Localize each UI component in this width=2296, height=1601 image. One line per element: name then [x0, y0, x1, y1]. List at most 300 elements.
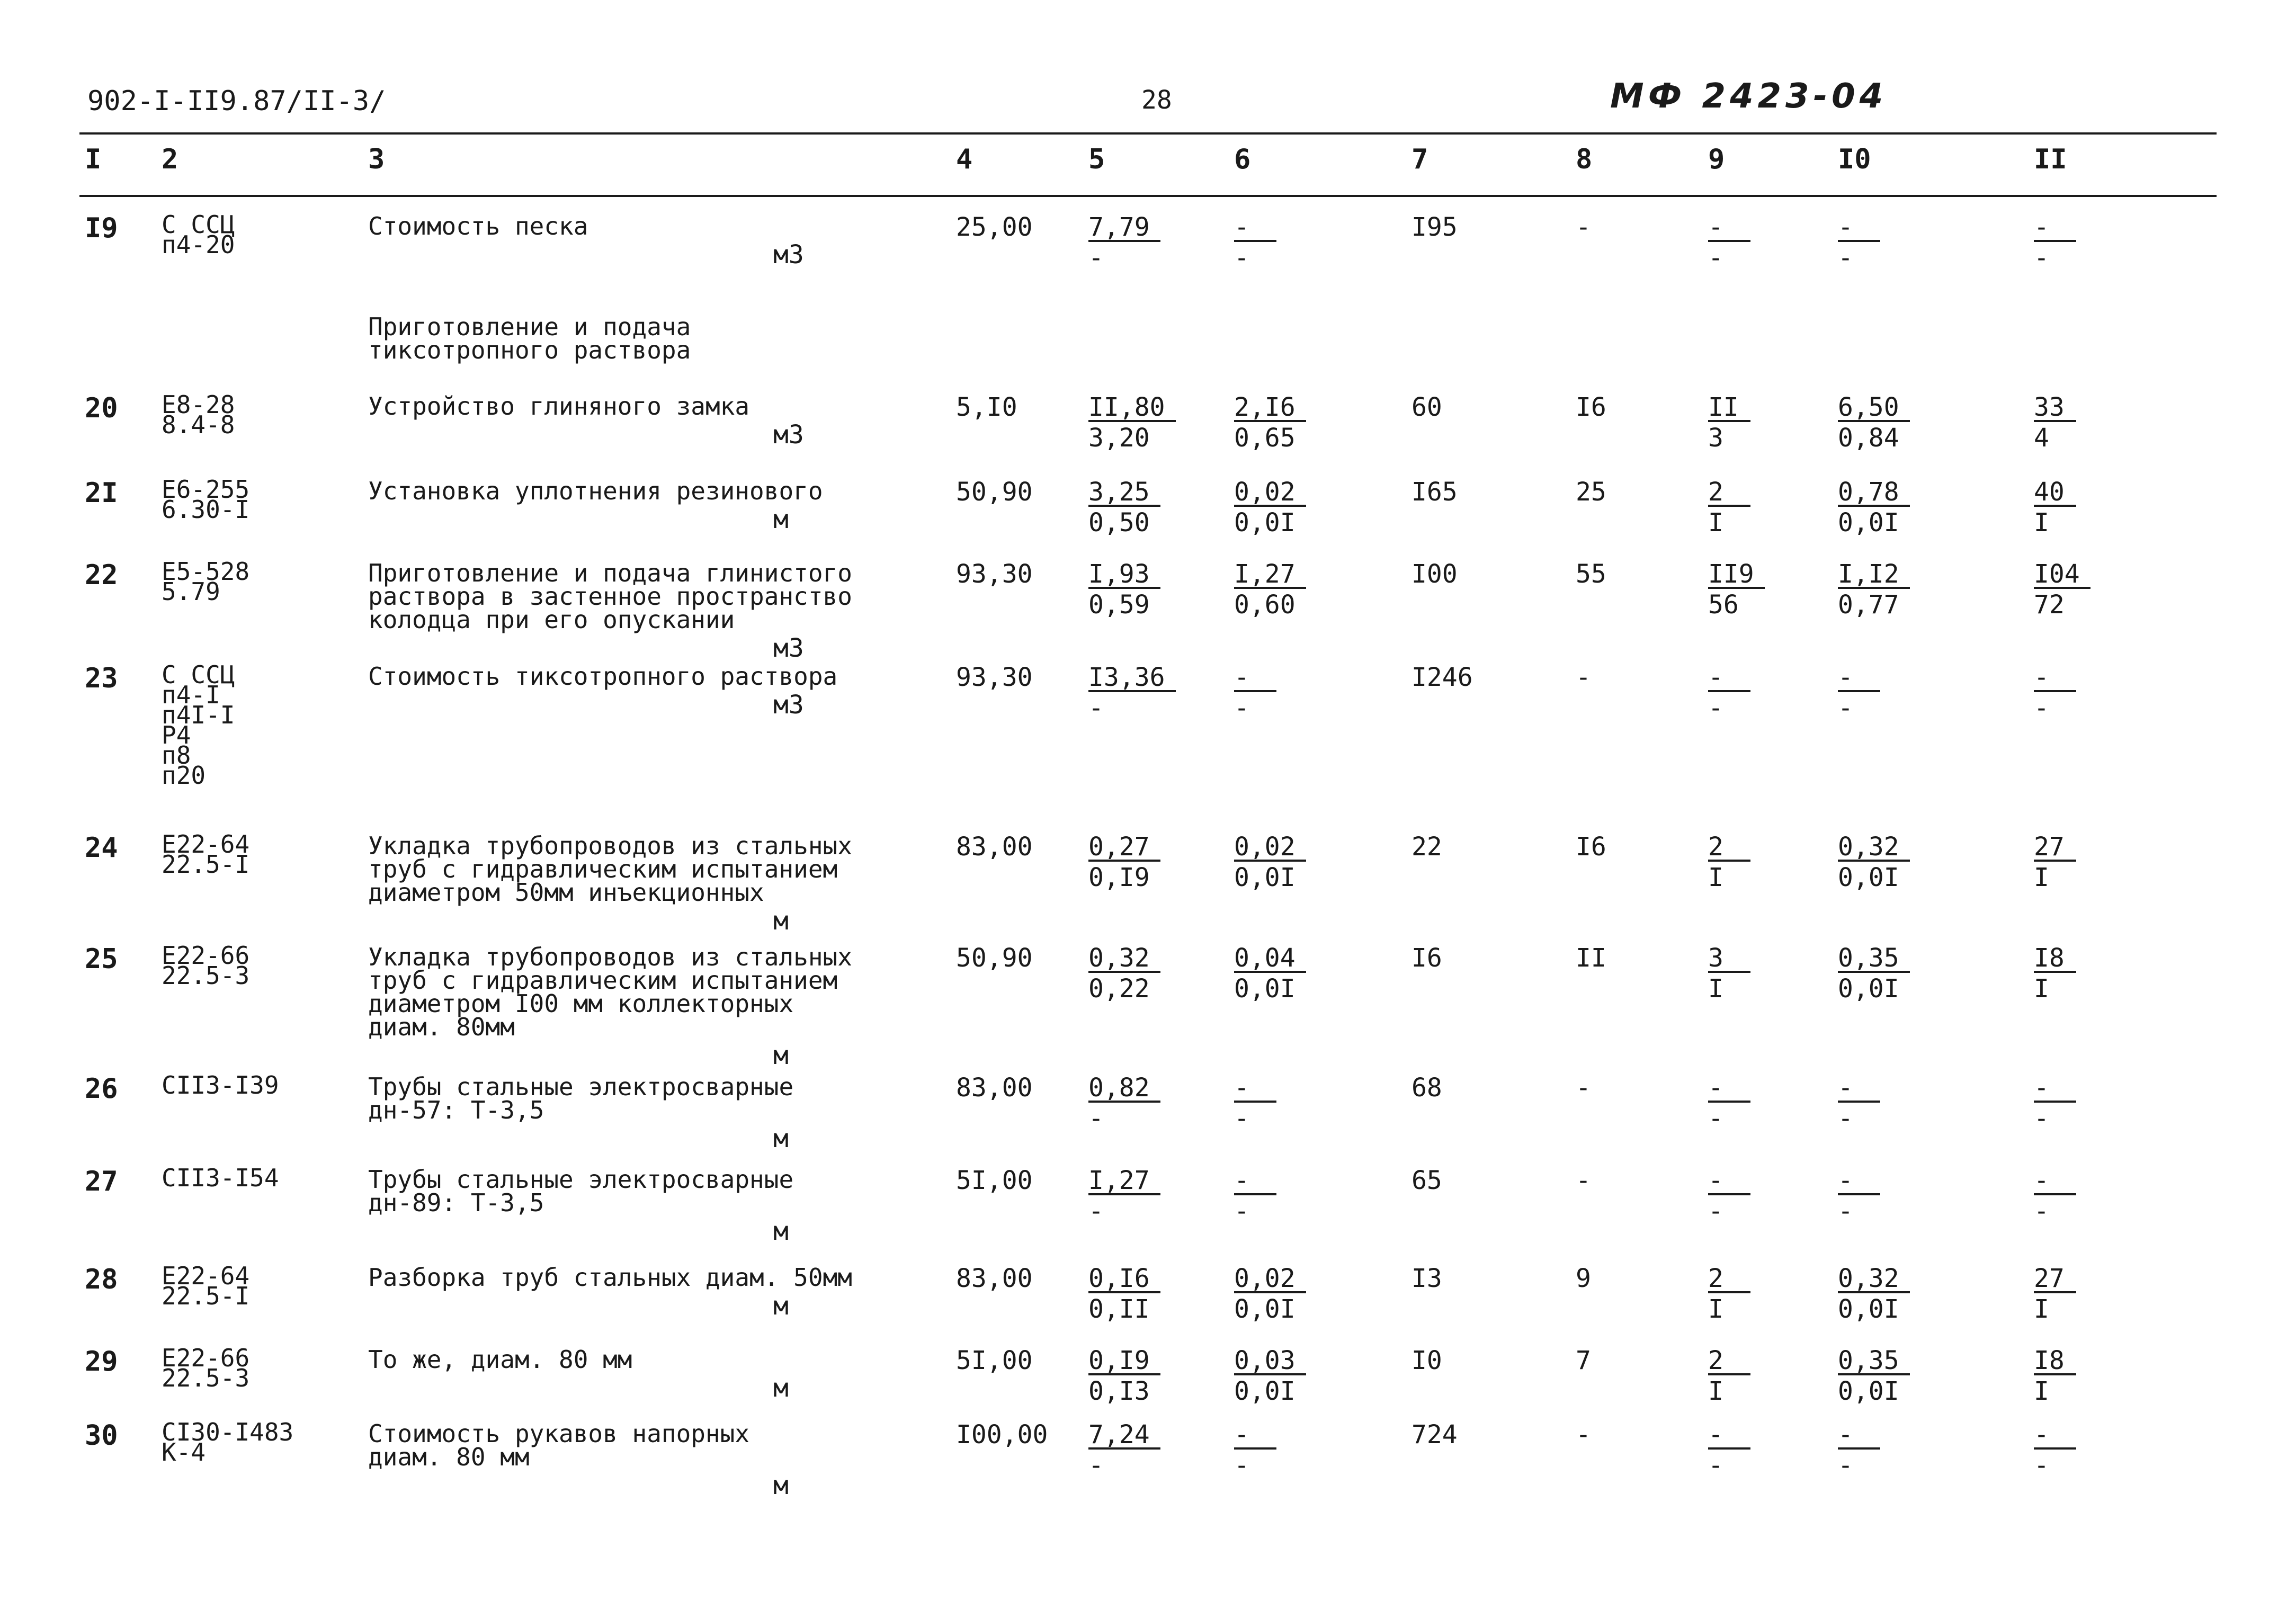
total-machine-cost-denominator: 0,84: [1838, 423, 1899, 453]
unit-cost-denominator: 0,50: [1088, 508, 1150, 538]
quantity: 25,00: [956, 212, 1033, 242]
labor-cost-fraction: [2034, 1348, 2076, 1404]
total-machine-cost-denominator: 0,0I: [1838, 508, 1899, 538]
total-machine-cost-numerator: -: [1838, 214, 1880, 242]
unit-cost-numerator: I,27: [1088, 1168, 1160, 1195]
total-cost-numerator: -: [1708, 1075, 1750, 1103]
work-description: [368, 559, 852, 634]
wage-amount: 25: [1576, 477, 1606, 507]
rate-code: [162, 1344, 250, 1392]
total-amount: I3: [1411, 1264, 1442, 1293]
work-description-line: Стоимость тиксотропного раствора: [368, 662, 838, 691]
column-header: 4: [956, 144, 973, 175]
labor-cost-denominator: I: [2034, 508, 2049, 538]
labor-cost-denominator: I: [2034, 1294, 2049, 1324]
unit-cost-fraction: [1088, 665, 1176, 721]
work-description-line: дн-89: Т-3,5: [368, 1188, 544, 1217]
unit-cost-wages-numerator: I,27: [1234, 561, 1306, 589]
total-cost-denominator: I: [1708, 1294, 1723, 1324]
work-description-line: диаметром 50мм инъекционных: [368, 878, 764, 907]
total-cost-fraction: [1708, 1075, 1750, 1131]
total-machine-cost-denominator: -: [1838, 1104, 1853, 1133]
unit-cost-numerator: 7,79: [1088, 214, 1160, 242]
quantity: 50,90: [956, 943, 1033, 973]
rate-code-line: п20: [162, 761, 206, 790]
unit-cost-numerator: I3,36: [1088, 665, 1176, 692]
labor-cost-denominator: -: [2034, 243, 2049, 273]
total-amount: 724: [1411, 1420, 1458, 1450]
wage-amount: -: [1576, 663, 1591, 692]
handwritten-stamp: МФ 2423-04: [1610, 77, 1888, 116]
work-description-line: Трубы стальные электросварные: [368, 1072, 794, 1101]
work-description-line: тиксотропного раствора: [368, 336, 691, 364]
labor-cost-numerator: 27: [2034, 1266, 2076, 1293]
unit-cost-numerator: I,93: [1088, 561, 1160, 589]
unit-of-measure: м: [773, 1471, 789, 1500]
labor-cost-numerator: I8: [2034, 1348, 2076, 1375]
labor-cost-numerator: -: [2034, 1075, 2076, 1103]
unit-cost-numerator: 0,I6: [1088, 1266, 1160, 1293]
unit-cost-fraction: [1088, 1075, 1160, 1131]
column-header: 8: [1576, 144, 1593, 175]
total-cost-fraction: [1708, 665, 1750, 721]
work-description-line: раствора в застенное пространство: [368, 582, 852, 611]
total-cost-denominator: I: [1708, 508, 1723, 538]
quantity: 83,00: [956, 832, 1033, 862]
labor-cost-denominator: -: [2034, 1451, 2049, 1480]
labor-cost-fraction: [2034, 1075, 2076, 1131]
unit-of-measure: м: [773, 1124, 789, 1153]
total-machine-cost-denominator: -: [1838, 243, 1853, 273]
wage-amount: -: [1576, 1073, 1591, 1103]
unit-cost-wages-denominator: 0,0I: [1234, 863, 1296, 892]
total-cost-denominator: -: [1708, 1196, 1723, 1226]
row-number: 24: [85, 832, 118, 864]
wage-amount: -: [1576, 1420, 1591, 1450]
column-header: II: [2034, 144, 2067, 175]
rate-code: [162, 1164, 279, 1192]
work-description-line: Разборка труб стальных диам. 50мм: [368, 1263, 852, 1292]
unit-cost-wages-denominator: -: [1234, 693, 1249, 723]
labor-cost-fraction: [2034, 1422, 2076, 1478]
work-description-line: Стоимость песка: [368, 212, 588, 240]
unit-cost-wages-fraction: [1234, 392, 1306, 453]
total-machine-cost-numerator: I,I2: [1838, 561, 1910, 589]
unit-cost-fraction: [1088, 1168, 1160, 1224]
total-cost-numerator: II9: [1708, 561, 1765, 589]
row-number: 26: [85, 1073, 118, 1105]
total-cost-fraction: [1708, 1422, 1750, 1478]
work-description: [368, 831, 852, 907]
unit-cost-fraction: [1088, 943, 1160, 1004]
rate-code-line: п4I-I: [162, 701, 235, 729]
total-machine-cost-numerator: 0,78: [1838, 479, 1910, 507]
rate-code-line: Е22-64: [162, 830, 250, 858]
unit-cost-numerator: 7,24: [1088, 1422, 1160, 1450]
unit-cost-wages-fraction: [1234, 943, 1306, 1004]
unit-cost-wages-denominator: 0,65: [1234, 423, 1296, 453]
unit-cost-wages-fraction: [1234, 1168, 1276, 1224]
rate-code-line: Р4: [162, 721, 191, 749]
labor-cost-numerator: -: [2034, 665, 2076, 692]
rate-code: [162, 830, 250, 879]
unit-cost-numerator: 0,I9: [1088, 1348, 1160, 1375]
total-cost-denominator: 3: [1708, 423, 1723, 453]
total-cost-denominator: -: [1708, 1451, 1723, 1480]
unit-cost-wages-fraction: [1234, 834, 1306, 890]
unit-cost-fraction: [1088, 214, 1160, 271]
rate-code: [162, 557, 250, 606]
total-machine-cost-numerator: -: [1838, 1168, 1880, 1195]
work-description-line: Стоимость рукавов напорных: [368, 1419, 750, 1448]
wage-amount: I6: [1576, 832, 1606, 862]
work-description-line: Установка уплотнения резинового: [368, 477, 823, 505]
total-machine-cost-fraction: [1838, 1075, 1880, 1131]
total-amount: I246: [1411, 663, 1473, 692]
work-description-line: Приготовление и подача: [368, 312, 691, 341]
unit-cost-numerator: 0,27: [1088, 834, 1160, 862]
labor-cost-fraction: [2034, 561, 2090, 618]
rate-code: [162, 660, 235, 790]
unit-cost-wages-fraction: [1234, 1348, 1306, 1404]
total-machine-cost-fraction: [1838, 214, 1880, 271]
labor-cost-denominator: -: [2034, 1196, 2049, 1226]
rate-code-line: К-4: [162, 1438, 206, 1466]
rate-code-line: Е5-528: [162, 557, 250, 586]
unit-cost-wages-denominator: -: [1234, 1104, 1249, 1133]
unit-cost-numerator: 0,82: [1088, 1075, 1160, 1103]
total-machine-cost-fraction: [1838, 834, 1910, 890]
row-number: 27: [85, 1166, 118, 1197]
unit-of-measure: м: [773, 906, 789, 936]
work-description: [368, 479, 823, 503]
total-cost-fraction: [1708, 834, 1750, 890]
rate-code-line: 22.5-3: [162, 961, 250, 990]
wage-amount: 7: [1576, 1346, 1591, 1375]
work-description: [368, 945, 852, 1039]
total-amount: I65: [1411, 477, 1458, 507]
unit-cost-denominator: -: [1088, 243, 1104, 273]
total-cost-denominator: -: [1708, 243, 1723, 273]
rate-code: [162, 475, 250, 524]
work-description: [368, 214, 588, 238]
wage-amount: 9: [1576, 1264, 1591, 1293]
labor-cost-denominator: 4: [2034, 423, 2049, 453]
wage-amount: 55: [1576, 559, 1606, 589]
quantity: 5I,00: [956, 1166, 1033, 1195]
quantity: 5I,00: [956, 1346, 1033, 1375]
rate-code-line: СII3-I39: [162, 1071, 279, 1099]
unit-cost-wages-numerator: 0,02: [1234, 479, 1306, 507]
labor-cost-fraction: [2034, 1168, 2076, 1224]
unit-cost-denominator: 0,22: [1088, 974, 1150, 1004]
unit-cost-denominator: -: [1088, 693, 1104, 723]
unit-cost-denominator: 0,II: [1088, 1294, 1150, 1324]
total-machine-cost-fraction: [1838, 477, 1910, 538]
column-header: I: [85, 144, 102, 175]
total-amount: 60: [1411, 392, 1442, 422]
unit-cost-wages-fraction: [1234, 1422, 1276, 1478]
unit-cost-wages-numerator: 0,03: [1234, 1348, 1306, 1375]
table-top-rule: [79, 132, 2217, 135]
work-description: [368, 1165, 794, 1217]
table-header-rule: [79, 195, 2217, 197]
total-cost-fraction: [1708, 477, 1750, 538]
unit-cost-wages-numerator: 0,04: [1234, 945, 1306, 973]
unit-cost-numerator: 3,25: [1088, 479, 1160, 507]
wage-amount: II: [1576, 943, 1606, 973]
total-cost-numerator: II: [1708, 395, 1750, 422]
total-cost-numerator: -: [1708, 214, 1750, 242]
total-machine-cost-numerator: 0,35: [1838, 945, 1910, 973]
total-machine-cost-numerator: 0,35: [1838, 1348, 1910, 1375]
total-cost-numerator: 2: [1708, 1348, 1750, 1375]
unit-cost-denominator: 3,20: [1088, 423, 1150, 453]
total-machine-cost-fraction: [1838, 561, 1910, 618]
unit-cost-wages-denominator: 0,60: [1234, 590, 1296, 620]
labor-cost-numerator: -: [2034, 1422, 2076, 1450]
work-description: [368, 1263, 852, 1292]
total-machine-cost-numerator: 0,32: [1838, 834, 1910, 862]
unit-of-measure: м: [773, 1041, 789, 1070]
rate-code-line: Е6-255: [162, 475, 250, 504]
total-cost-fraction: [1708, 1266, 1750, 1322]
rate-code-line: п8: [162, 741, 191, 770]
row-number: 20: [85, 392, 118, 424]
total-machine-cost-numerator: -: [1838, 1422, 1880, 1450]
rate-code: [162, 941, 250, 990]
row-number: 23: [85, 663, 118, 694]
unit-cost-wages-denominator: -: [1234, 1451, 1249, 1480]
column-header: 9: [1708, 144, 1725, 175]
unit-cost-wages-denominator: 0,0I: [1234, 1294, 1296, 1324]
rate-code-line: СI30-I483: [162, 1418, 294, 1446]
unit-cost-denominator: 0,I9: [1088, 863, 1150, 892]
total-cost-numerator: 2: [1708, 479, 1750, 507]
unit-cost-wages-denominator: -: [1234, 243, 1249, 273]
row-number: 22: [85, 559, 118, 591]
labor-cost-fraction: [2034, 665, 2076, 721]
quantity: I00,00: [956, 1420, 1048, 1450]
work-description-line: Укладка трубопроводов из стальных: [368, 831, 852, 860]
work-description-line: диаметром I00 мм коллекторных: [368, 989, 794, 1018]
total-machine-cost-numerator: -: [1838, 1075, 1880, 1103]
labor-cost-numerator: -: [2034, 1168, 2076, 1195]
total-machine-cost-denominator: 0,0I: [1838, 1294, 1899, 1324]
labor-cost-denominator: I: [2034, 1376, 2049, 1406]
unit-cost-wages-numerator: 0,02: [1234, 1266, 1306, 1293]
unit-cost-numerator: II,80: [1088, 395, 1176, 422]
work-description-line: Укладка трубопроводов из стальных: [368, 943, 852, 971]
total-cost-fraction: [1708, 1168, 1750, 1224]
labor-cost-numerator: 40: [2034, 479, 2076, 507]
quantity: 83,00: [956, 1073, 1033, 1103]
unit-cost-wages-numerator: -: [1234, 1168, 1276, 1195]
rate-code-line: 22.5-I: [162, 1282, 250, 1310]
total-cost-numerator: -: [1708, 1168, 1750, 1195]
total-amount: 68: [1411, 1073, 1442, 1103]
labor-cost-numerator: 33: [2034, 395, 2076, 422]
work-description: [368, 312, 691, 364]
unit-cost-denominator: -: [1088, 1451, 1104, 1480]
unit-cost-wages-numerator: -: [1234, 665, 1276, 692]
total-cost-numerator: 2: [1708, 834, 1750, 862]
rate-code-line: СII3-I54: [162, 1164, 279, 1192]
total-machine-cost-fraction: [1838, 1422, 1880, 1478]
rate-code-line: С ССЦ: [162, 210, 235, 239]
unit-cost-wages-denominator: 0,0I: [1234, 974, 1296, 1004]
total-cost-fraction: [1708, 214, 1750, 271]
unit-cost-denominator: -: [1088, 1196, 1104, 1226]
unit-cost-wages-denominator: 0,0I: [1234, 1376, 1296, 1406]
row-number: I9: [85, 212, 118, 244]
labor-cost-numerator: I04: [2034, 561, 2090, 589]
unit-cost-numerator: 0,32: [1088, 945, 1160, 973]
total-machine-cost-denominator: -: [1838, 693, 1853, 723]
unit-cost-wages-numerator: 2,I6: [1234, 395, 1306, 422]
total-machine-cost-fraction: [1838, 665, 1880, 721]
total-cost-denominator: 56: [1708, 590, 1739, 620]
row-number: 28: [85, 1264, 118, 1295]
work-description: [368, 1072, 794, 1124]
quantity: 93,30: [956, 559, 1033, 589]
total-cost-fraction: [1708, 561, 1765, 618]
unit-cost-fraction: [1088, 561, 1160, 618]
unit-cost-wages-fraction: [1234, 477, 1306, 538]
column-header: 5: [1088, 144, 1105, 175]
work-description: [368, 662, 838, 691]
total-amount: 22: [1411, 832, 1442, 862]
labor-cost-numerator: I8: [2034, 945, 2076, 973]
total-machine-cost-fraction: [1838, 392, 1910, 453]
total-amount: I00: [1411, 559, 1458, 589]
unit-cost-denominator: 0,I3: [1088, 1376, 1150, 1406]
work-description-line: То же, диам. 80 мм: [368, 1345, 632, 1374]
rate-code-line: Е22-64: [162, 1262, 250, 1290]
rate-code-line: С ССЦ: [162, 660, 235, 689]
unit-cost-fraction: [1088, 1348, 1160, 1404]
total-cost-numerator: 3: [1708, 945, 1750, 973]
work-description-line: дн-57: Т-3,5: [368, 1096, 544, 1124]
unit-cost-fraction: [1088, 392, 1176, 453]
quantity: 5,I0: [956, 392, 1017, 422]
total-machine-cost-numerator: 6,50: [1838, 395, 1910, 422]
work-description-line: колодца при его опускании: [368, 605, 735, 634]
unit-cost-denominator: -: [1088, 1104, 1104, 1133]
unit-cost-fraction: [1088, 834, 1160, 890]
total-machine-cost-numerator: 0,32: [1838, 1266, 1910, 1293]
unit-cost-fraction: [1088, 1422, 1160, 1478]
work-description: [368, 1419, 750, 1471]
row-number: 30: [85, 1420, 118, 1452]
total-cost-numerator: -: [1708, 1422, 1750, 1450]
rate-code-line: Е8-28: [162, 390, 235, 419]
total-amount: I6: [1411, 943, 1442, 973]
labor-cost-denominator: 72: [2034, 590, 2065, 620]
unit-cost-wages-denominator: -: [1234, 1196, 1249, 1226]
rate-code: [162, 390, 235, 439]
row-number: 2I: [85, 477, 118, 509]
total-machine-cost-fraction: [1838, 1266, 1910, 1322]
labor-cost-fraction: [2034, 392, 2076, 453]
page-number: 28: [1141, 85, 1172, 115]
rate-code-line: Е22-66: [162, 941, 250, 970]
labor-cost-denominator: -: [2034, 1104, 2049, 1133]
work-description-line: Устройство глиняного замка: [368, 392, 750, 421]
unit-cost-wages-numerator: 0,02: [1234, 834, 1306, 862]
total-machine-cost-fraction: [1838, 943, 1910, 1004]
labor-cost-fraction: [2034, 477, 2076, 538]
quantity: 93,30: [956, 663, 1033, 692]
column-header: I0: [1838, 144, 1871, 175]
labor-cost-denominator: I: [2034, 974, 2049, 1004]
labor-cost-numerator: -: [2034, 214, 2076, 242]
unit-of-measure: м3: [773, 633, 804, 663]
rate-code-line: 5.79: [162, 577, 220, 606]
total-machine-cost-denominator: -: [1838, 1451, 1853, 1480]
total-cost-fraction: [1708, 392, 1750, 453]
row-number: 25: [85, 943, 118, 975]
total-machine-cost-denominator: 0,0I: [1838, 1376, 1899, 1406]
unit-cost-wages-numerator: -: [1234, 1422, 1276, 1450]
total-machine-cost-fraction: [1838, 1348, 1910, 1404]
total-machine-cost-denominator: 0,0I: [1838, 974, 1899, 1004]
labor-cost-fraction: [2034, 214, 2076, 271]
work-description-line: труб с гидравлическим испытанием: [368, 855, 838, 883]
column-header: 6: [1234, 144, 1251, 175]
unit-cost-fraction: [1088, 1266, 1160, 1322]
work-description-line: труб с гидравлическим испытанием: [368, 966, 838, 995]
total-cost-fraction: [1708, 1348, 1750, 1404]
total-cost-denominator: -: [1708, 1104, 1723, 1133]
rate-code: [162, 1418, 294, 1466]
unit-of-measure: м3: [773, 420, 804, 450]
unit-cost-wages-numerator: -: [1234, 214, 1276, 242]
total-machine-cost-denominator: -: [1838, 1196, 1853, 1226]
total-machine-cost-denominator: 0,77: [1838, 590, 1899, 620]
total-amount: 65: [1411, 1166, 1442, 1195]
unit-cost-wages-fraction: [1234, 1266, 1306, 1322]
column-header: 3: [368, 144, 385, 175]
unit-cost-wages-fraction: [1234, 561, 1306, 618]
unit-cost-wages-fraction: [1234, 1075, 1276, 1131]
work-description: [368, 392, 750, 421]
total-cost-denominator: I: [1708, 863, 1723, 892]
total-cost-numerator: 2: [1708, 1266, 1750, 1293]
rate-code: [162, 1071, 279, 1099]
rate-code-line: 22.5-I: [162, 850, 250, 879]
labor-cost-fraction: [2034, 1266, 2076, 1322]
quantity: 50,90: [956, 477, 1033, 507]
unit-cost-wages-denominator: 0,0I: [1234, 508, 1296, 538]
total-amount: I0: [1411, 1346, 1442, 1375]
labor-cost-denominator: -: [2034, 693, 2049, 723]
rate-code: [162, 210, 235, 259]
labor-cost-numerator: 27: [2034, 834, 2076, 862]
total-cost-denominator: I: [1708, 1376, 1723, 1406]
rate-code-line: Е22-66: [162, 1344, 250, 1372]
work-description-line: Приготовление и подача глинистого: [368, 559, 852, 587]
unit-of-measure: м3: [773, 690, 804, 720]
unit-cost-wages-numerator: -: [1234, 1075, 1276, 1103]
unit-of-measure: м: [773, 1217, 789, 1246]
unit-of-measure: м: [773, 1291, 789, 1321]
unit-cost-wages-fraction: [1234, 665, 1276, 721]
total-machine-cost-denominator: 0,0I: [1838, 863, 1899, 892]
total-machine-cost-numerator: -: [1838, 665, 1880, 692]
work-description-line: Трубы стальные электросварные: [368, 1165, 794, 1194]
unit-of-measure: м: [773, 1373, 789, 1403]
